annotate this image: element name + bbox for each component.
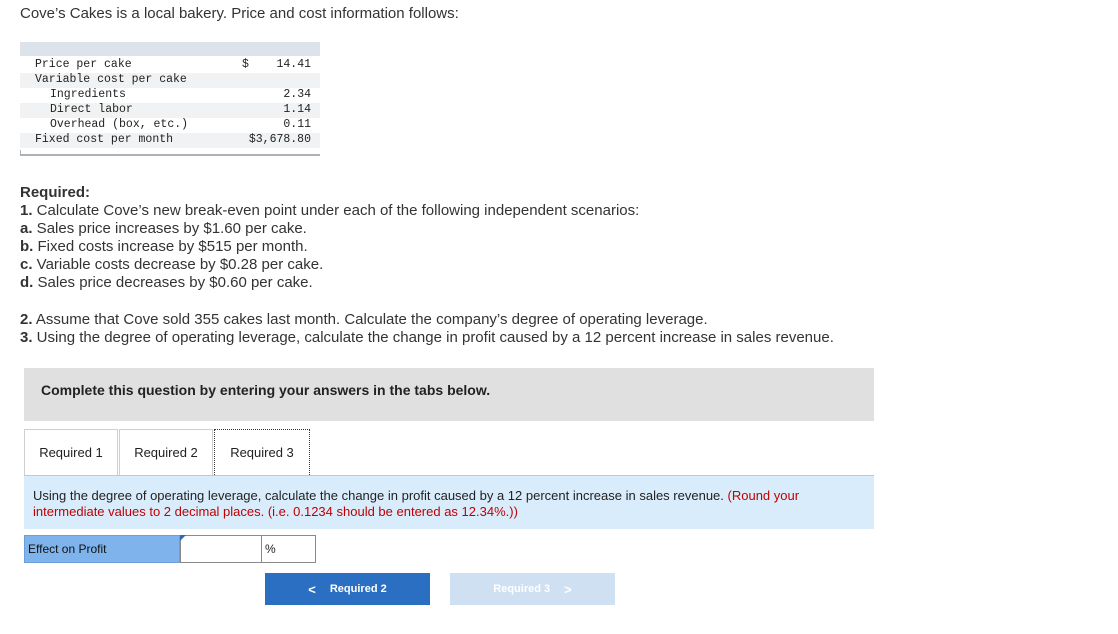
scenario-d: d. Sales price decreases by $0.60 per cake. — [20, 274, 313, 291]
row-value: $3,678.80 — [248, 133, 311, 146]
table-footer-bar — [20, 154, 320, 156]
question-3: 3. Using the degree of operating leverage, calculate the change in profit caused by a 12 percent increase in sales revenue. — [20, 329, 834, 346]
scenario-a: a. Sales price increases by $1.60 per cake. — [20, 220, 307, 237]
table-row-direct-labor — [20, 103, 320, 118]
scenario-b: b. Fixed costs increase by $515 per month. — [20, 238, 308, 255]
tab-required-3[interactable]: Required 3 — [214, 429, 310, 475]
row-label: Overhead (box, etc.) — [50, 118, 189, 131]
row-value: 2.34 — [283, 88, 311, 101]
instruction-banner — [24, 368, 874, 421]
instruction-text: Complete this question by entering your answers in the tabs below. — [41, 382, 491, 398]
next-required-3-button: Required 3 > — [450, 573, 615, 605]
row-value: 0.11 — [283, 118, 311, 131]
row-currency: $ — [242, 58, 249, 71]
row-label: Price per cake — [35, 58, 132, 71]
question-text: Using the degree of operating leverage, calculate the change in profit caused by a 12 percent increase in sales revenue. — [33, 488, 724, 503]
tab-required-2[interactable]: Required 2 — [119, 429, 213, 475]
row-value: 14.41 — [276, 58, 311, 71]
row-label: Variable cost per cake — [35, 73, 187, 86]
prev-required-2-button[interactable]: < Required 2 — [265, 573, 430, 605]
required-heading: Required: — [20, 184, 91, 201]
row-label: Ingredients — [50, 88, 126, 101]
row-label: Fixed cost per month — [35, 133, 174, 146]
input-corner-marker — [180, 535, 186, 541]
scenario-c: c. Variable costs decrease by $0.28 per cake. — [20, 256, 324, 273]
question-panel — [24, 476, 874, 529]
questions-2-3 — [20, 311, 834, 347]
intro-text: Cove’s Cakes is a local bakery. Price and cost information follows: — [20, 5, 459, 22]
table-row-variable-cost — [20, 73, 320, 88]
rounding-note: (Round your intermediate values to 2 decimal places. (i.e. 0.1234 should be entered as 12.34%.)) — [33, 488, 800, 519]
table-header-bar — [20, 42, 320, 56]
table-row-ingredients — [20, 88, 320, 103]
required-section — [20, 184, 639, 292]
tab-required-1[interactable]: Required 1 — [24, 429, 118, 475]
table-row-fixed-cost — [20, 133, 320, 148]
row-label: Direct labor — [50, 103, 133, 116]
percent-unit: % — [262, 535, 316, 563]
chevron-left-icon: < — [308, 581, 316, 597]
effect-on-profit-input[interactable] — [180, 535, 262, 563]
question-2: 2. Assume that Cove sold 355 cakes last month. Calculate the company’s degree of operating leverage. — [20, 311, 708, 328]
table-row-overhead — [20, 118, 320, 133]
question-1: 1. Calculate Cove’s new break-even point under each of the following independent scenarios: — [20, 202, 640, 219]
row-value: 1.14 — [283, 103, 311, 116]
table-row-price — [20, 58, 320, 73]
price-cost-table — [20, 42, 320, 160]
chevron-right-icon: > — [564, 581, 572, 597]
effect-on-profit-label: Effect on Profit — [24, 535, 180, 563]
